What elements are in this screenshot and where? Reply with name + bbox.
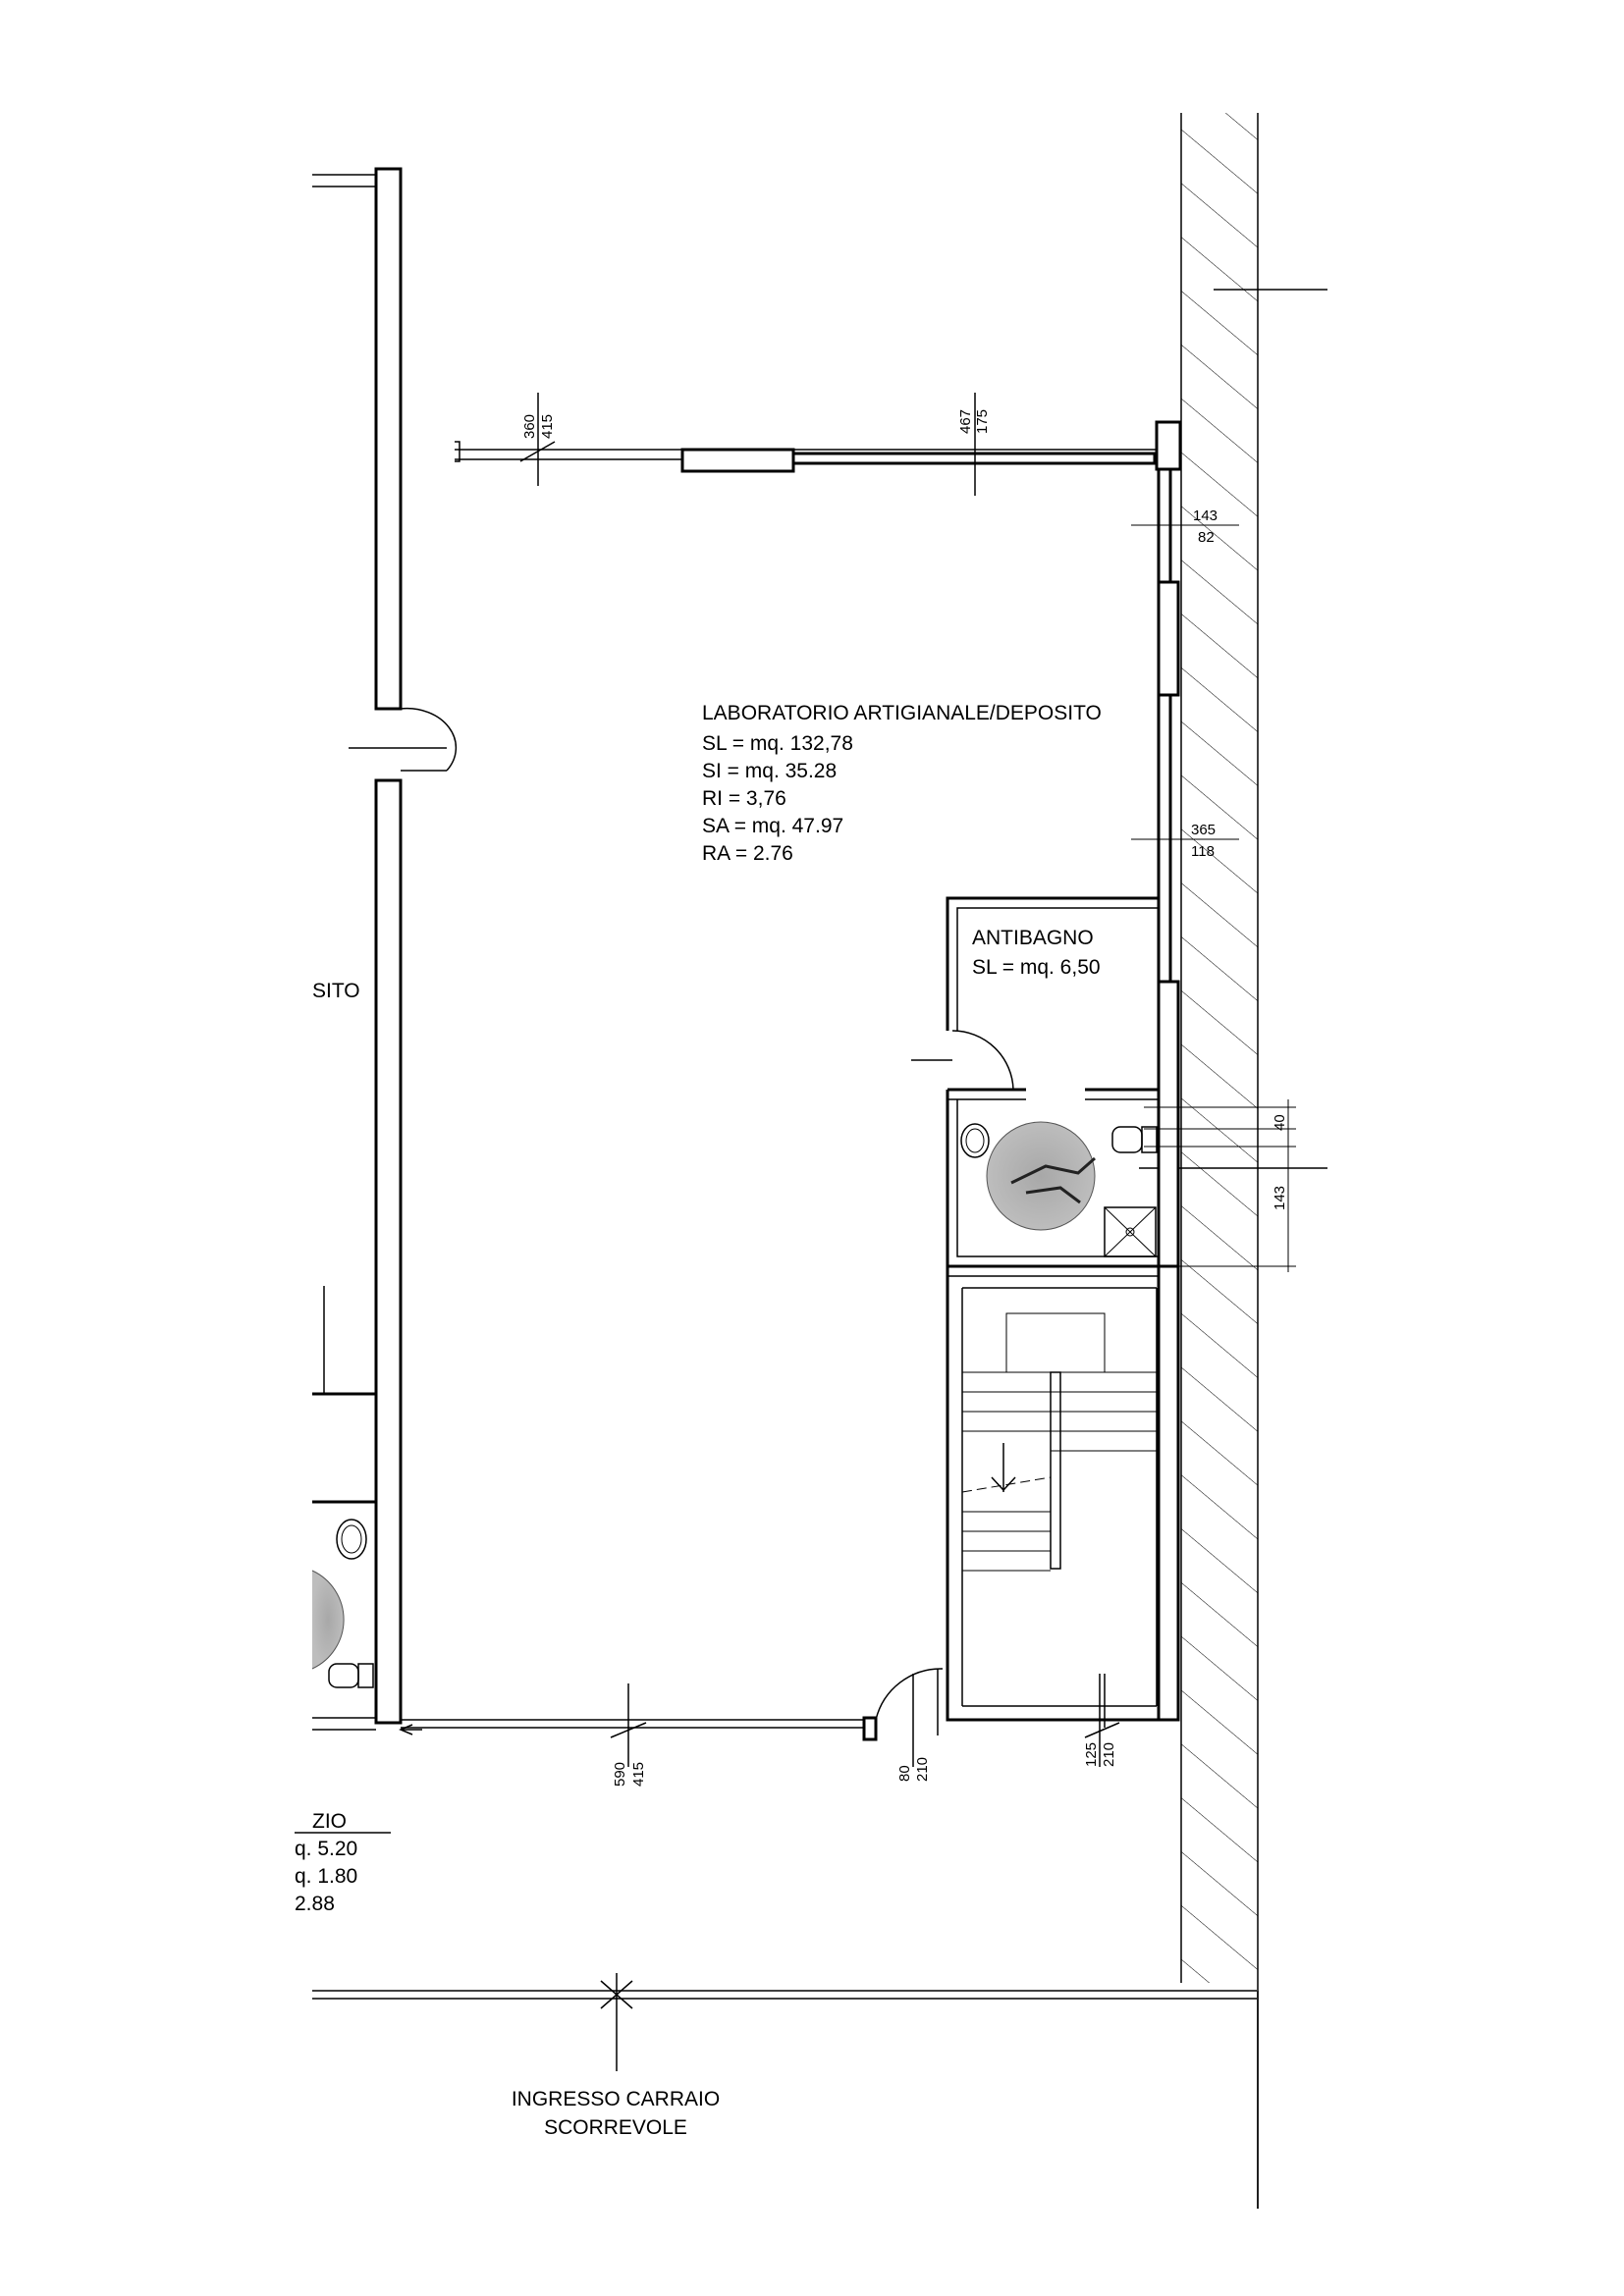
dim-door-stair-top: 125 [1083,1741,1100,1767]
dim-door-main-top: 590 [612,1761,628,1787]
dim-door-small-bottom: 210 [914,1756,931,1782]
laboratorio-sl: SL = mq. 132,78 [702,732,853,755]
dim-door-stair-bottom: 210 [1101,1741,1117,1767]
gate-line2: SCORREVOLE [544,2116,687,2139]
dim-window-c-top: 143 [1193,507,1218,524]
dim-door-main-bottom: 415 [630,1761,647,1787]
dim-window-a-top: 360 [521,413,538,439]
top-wall [455,422,1180,471]
dimension-ticks [520,393,1239,1767]
dim-window-d-top: 365 [1191,822,1217,838]
dim-door-small-top: 80 [896,1765,913,1782]
left-bottom-sl: q. 5.20 [295,1838,358,1860]
left-bottom-si: q. 1.80 [295,1865,358,1888]
antibagno-sl: SL = mq. 6,50 [972,956,1101,979]
left-bottom-ra: 2.88 [295,1893,335,1915]
laboratorio-label-group [702,702,1102,865]
gate [312,1973,1258,2209]
left-bottom-label-group [295,1810,391,1915]
dim-bath-b: 143 [1272,1185,1288,1210]
laboratorio-si: SI = mq. 35.28 [702,760,838,782]
laboratorio-ri: RI = 3,76 [702,787,786,810]
left-bathroom-partial [312,1286,373,1687]
gate-line1: INGRESSO CARRAIO [511,2088,721,2110]
antibagno-name: ANTIBAGNO [972,927,1094,949]
right-wall [1159,469,1178,1720]
left-bottom-name: ZIO [312,1810,347,1833]
dim-bath-a: 40 [1272,1114,1288,1131]
antibagno-label-group [972,927,1101,979]
left-door [349,709,456,771]
stair-core [947,1266,1178,1728]
dim-window-b-bottom: 175 [974,408,991,434]
laboratorio-ra: RA = 2.76 [702,842,793,865]
laboratorio-sa: SA = mq. 47.97 [702,815,844,837]
left-wall [312,169,401,1730]
laboratorio-name: LABORATORIO ARTIGIANALE/DEPOSITO [702,702,1102,724]
dim-window-c-bottom: 82 [1198,529,1215,546]
dim-window-d-bottom: 118 [1191,843,1215,860]
dim-window-a-bottom: 415 [539,413,556,439]
bottom-wall [401,1669,943,1739]
left-room-label: SITO [312,980,360,1002]
gate-label-group [512,2088,720,2139]
dim-window-b-top: 467 [957,408,974,434]
